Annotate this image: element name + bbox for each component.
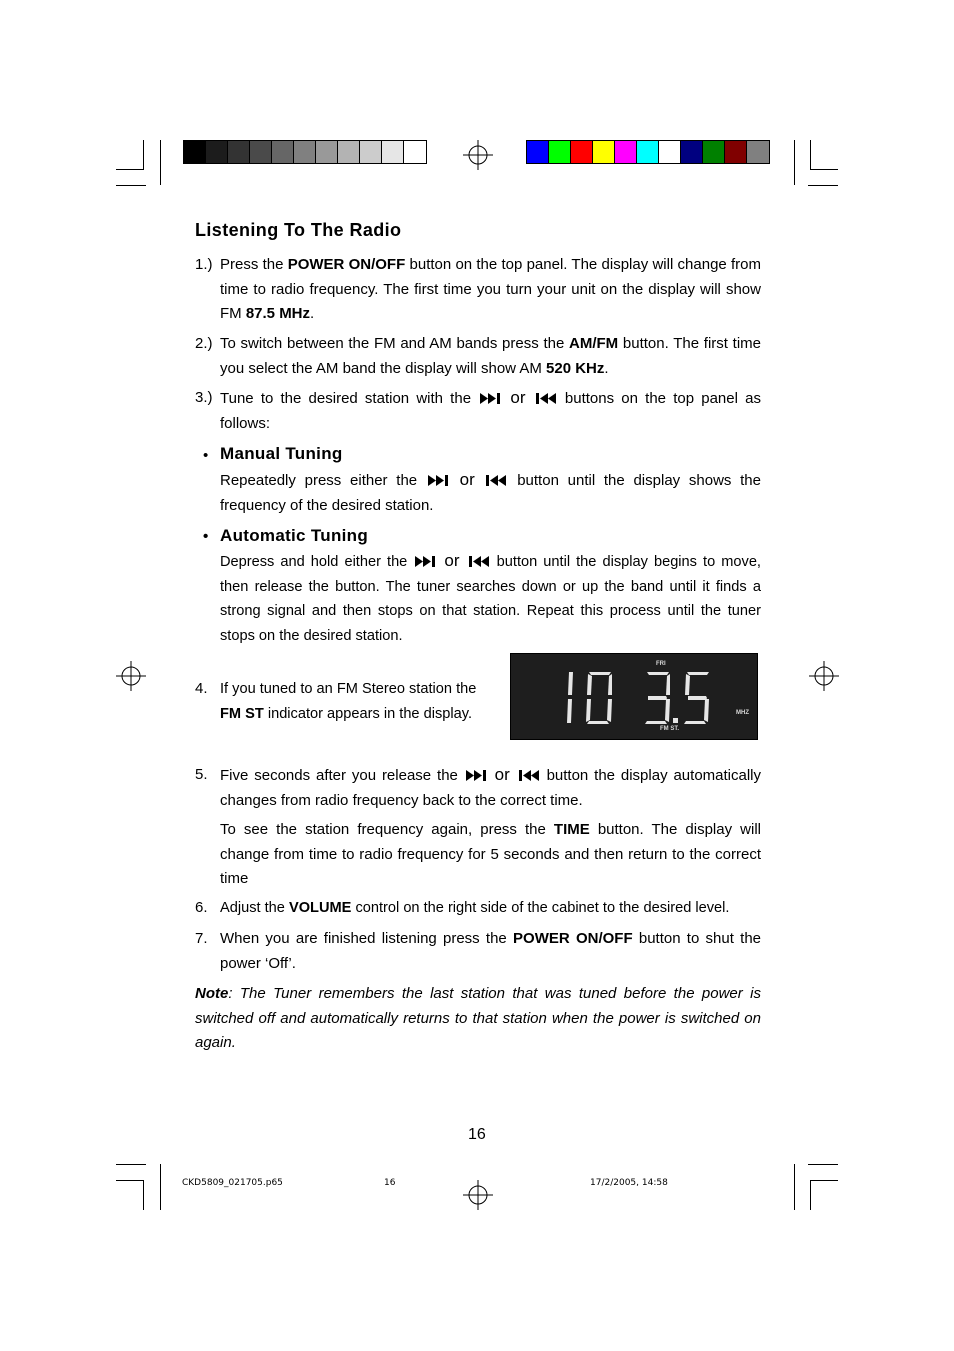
color-swatch [681, 141, 703, 163]
color-swatch [206, 141, 228, 163]
step-5-text-2: To see the station frequency again, press the TIME button. The display will change from time to radio frequency for 5 seconds and then return to the correct time [220, 821, 761, 887]
crop-mark [160, 140, 161, 185]
step-number: 5. [195, 766, 208, 783]
color-swatch [637, 141, 659, 163]
day-indicator: FRI [656, 661, 666, 667]
frequency-readout [511, 654, 512, 655]
skip-forward-icon [428, 475, 449, 486]
step-number: 4. [195, 680, 208, 697]
crop-mark [810, 169, 838, 170]
registration-target-icon [116, 661, 146, 691]
step-6-text: Adjust the VOLUME control on the right side of the cabinet to the desired level. [220, 900, 730, 916]
crop-mark [810, 1180, 838, 1181]
color-swatch [703, 141, 725, 163]
step-7-text: When you are finished listening press the POWER ON/OFF button to shut the power ‘Off’. [220, 930, 761, 972]
manual-tuning-text: Repeatedly press either the or button until the display shows the frequency of the desired station. [220, 470, 761, 514]
color-swatch [593, 141, 615, 163]
step-number: 3.) [195, 389, 213, 406]
crop-mark [143, 140, 144, 170]
skip-back-icon [485, 475, 506, 486]
color-swatch [549, 141, 571, 163]
footer-page: 16 [384, 1178, 396, 1188]
mhz-indicator: MHZ [736, 710, 749, 716]
manual-tuning-heading: Manual Tuning [220, 444, 343, 463]
step-2-text: To switch between the FM and AM bands press the AM/FM button. The first time you select the AM band the display will show AM 520 KHz. [220, 335, 761, 377]
color-swatch [382, 141, 404, 163]
lcd-display [510, 653, 758, 740]
automatic-tuning-heading: Automatic Tuning [220, 526, 369, 545]
bullet: • [203, 528, 209, 545]
skip-forward-icon [415, 556, 436, 567]
page-number: 16 [468, 1126, 486, 1143]
crop-mark [810, 1180, 811, 1210]
color-swatch [250, 141, 272, 163]
step-5-text: Five seconds after you release the or button the display automatically changes from radio frequency back to the correct time. [220, 765, 762, 809]
footer-date: 17/2/2005, 14:58 [590, 1178, 668, 1188]
grayscale-bar [183, 140, 427, 164]
color-swatch [571, 141, 593, 163]
crop-mark [116, 169, 144, 170]
crop-mark [143, 1180, 144, 1210]
page-title: Listening To The Radio [195, 220, 402, 240]
skip-back-icon [468, 556, 489, 567]
crop-mark [808, 185, 838, 186]
crop-mark [794, 1164, 795, 1210]
color-swatch [316, 141, 338, 163]
color-swatch [294, 141, 316, 163]
color-swatch [360, 141, 382, 163]
registration-target-icon [809, 661, 839, 691]
step-number: 7. [195, 930, 208, 947]
skip-back-icon [535, 393, 556, 404]
step-number: 2.) [195, 335, 213, 352]
skip-back-icon [518, 770, 539, 781]
color-swatch [338, 141, 360, 163]
crop-mark [794, 140, 795, 185]
crop-mark [116, 1180, 144, 1181]
step-3-text: Tune to the desired station with the or buttons on the top panel as follows: [220, 388, 761, 432]
color-swatch [228, 141, 250, 163]
skip-forward-icon [466, 770, 487, 781]
color-swatch [272, 141, 294, 163]
color-swatch [184, 141, 206, 163]
crop-mark [116, 1164, 146, 1165]
skip-forward-icon [480, 393, 501, 404]
fm-stereo-indicator: FM ST. [660, 726, 679, 732]
step-1-text: Press the POWER ON/OFF button on the top panel. The display will change from time to radio frequency. The first time you turn your unit on the display will show FM 87.5 MHz. [220, 256, 761, 322]
crop-mark [808, 1164, 838, 1165]
registration-target-icon [463, 140, 493, 170]
footer-filename: CKD5809_021705.p65 [182, 1178, 283, 1188]
automatic-tuning-text: Depress and hold either the or button until the display begins to move, then release the button. The tuner searches down or up the band until it finds a strong signal and then stops on that station. Repeat this process until the tuner stops on the desired station. [220, 551, 761, 644]
step-number: 1.) [195, 256, 213, 273]
registration-target-icon [463, 1180, 493, 1210]
color-swatch [659, 141, 681, 163]
color-swatch [725, 141, 747, 163]
step-4-text: If you tuned to an FM Stereo station the FM ST indicator appears in the display. [220, 681, 477, 722]
note: Note: The Tuner remembers the last station that was tuned before the power is switched off and automatically returns to that station when the power is switched on again. [195, 985, 761, 1051]
frequency-digits [555, 670, 725, 726]
color-swatch [747, 141, 769, 163]
color-swatch [404, 141, 426, 163]
color-swatch [527, 141, 549, 163]
color-bar [526, 140, 770, 164]
crop-mark [116, 185, 146, 186]
bullet: • [203, 447, 209, 464]
color-swatch [615, 141, 637, 163]
crop-mark [160, 1164, 161, 1210]
crop-mark [810, 140, 811, 170]
step-number: 6. [195, 899, 208, 916]
